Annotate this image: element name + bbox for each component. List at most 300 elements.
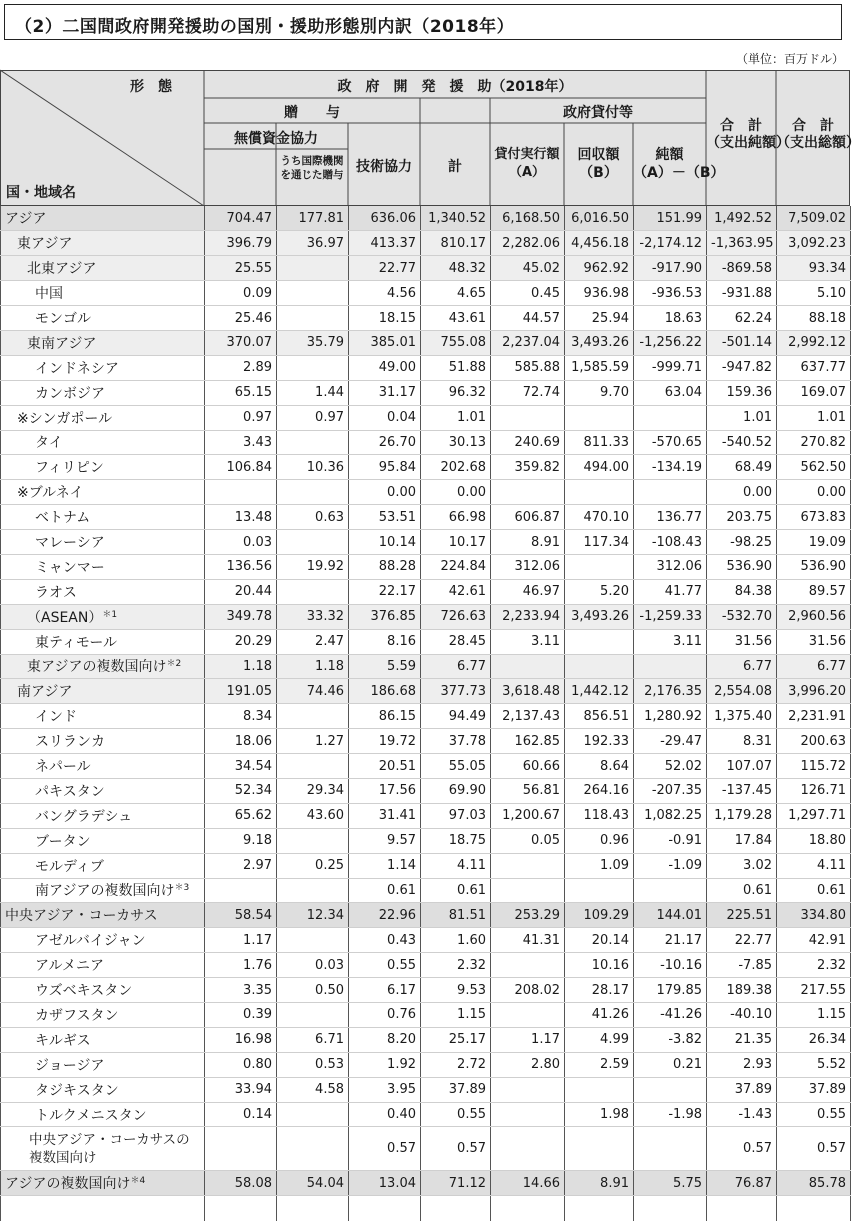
table-row xyxy=(1,1127,851,1171)
header-disbursed-line1: 貸付実行額 xyxy=(494,147,560,162)
row-label-text: インド xyxy=(35,709,77,726)
cell-total-net: 17.84 xyxy=(707,828,777,853)
cell-net: -29.47 xyxy=(634,729,707,754)
table-row xyxy=(1,281,851,306)
cell-disbursed xyxy=(491,953,565,978)
cell-total-net: 0.00 xyxy=(707,480,777,505)
cell-disbursed xyxy=(491,1003,565,1028)
row-label xyxy=(1,530,205,555)
cell-disbursed: 606.87 xyxy=(491,505,565,530)
table-row xyxy=(1,778,851,803)
cell-disbursed: 72.74 xyxy=(491,380,565,405)
cell-via-intl: 54.04 xyxy=(277,1171,349,1196)
header-total-gross xyxy=(776,118,860,152)
cell-total-net: -98.25 xyxy=(707,530,777,555)
cell-net: -1,259.33 xyxy=(634,604,707,629)
cell-total-net: 1,179.28 xyxy=(707,803,777,828)
cell-via-intl: 12.34 xyxy=(277,903,349,928)
cell-disbursed: 2,233.94 xyxy=(491,604,565,629)
row-label xyxy=(1,778,205,803)
cell-via-intl xyxy=(277,430,349,455)
cell-total-net: 225.51 xyxy=(707,903,777,928)
cell-recovered: 936.98 xyxy=(565,281,634,306)
header-kei: 計 xyxy=(448,159,462,175)
table-row xyxy=(1,803,851,828)
cell-disbursed: 2,237.04 xyxy=(491,330,565,355)
table-row xyxy=(1,729,851,754)
cell-via-intl: 0.63 xyxy=(277,505,349,530)
cell-total-net: 2.93 xyxy=(707,1052,777,1077)
table-row xyxy=(1,903,851,928)
cell-total-net: -137.45 xyxy=(707,778,777,803)
cell-grant-total: 6.77 xyxy=(421,654,491,679)
cell-net: 179.85 xyxy=(634,978,707,1003)
row-label-text: カンボジア xyxy=(35,385,105,402)
cell-net: -1.98 xyxy=(634,1102,707,1127)
cell-net: 52.02 xyxy=(634,754,707,779)
cell-tech: 0.00 xyxy=(349,480,421,505)
header-total-net-line2: （支出純額） xyxy=(706,135,790,151)
empty-row xyxy=(1,1196,851,1221)
cell-grant-total: 4.11 xyxy=(421,853,491,878)
cell-net: 41.77 xyxy=(634,579,707,604)
header-recovered-line1: 回収額 xyxy=(577,147,620,163)
cell-total-net: 31.56 xyxy=(707,629,777,654)
cell-via-intl xyxy=(277,704,349,729)
cell-grant-aid: 1.18 xyxy=(205,654,277,679)
cell-total-net: 22.77 xyxy=(707,928,777,953)
row-label xyxy=(1,928,205,953)
cell-total-gross: 1.15 xyxy=(777,1003,851,1028)
cell-recovered: 2.59 xyxy=(565,1052,634,1077)
cell-grant-total: 224.84 xyxy=(421,554,491,579)
header-via-intl-line2: を通じた贈与 xyxy=(280,169,344,181)
cell-tech: 10.14 xyxy=(349,530,421,555)
cell-grant-total: 81.51 xyxy=(421,903,491,928)
cell-via-intl: 29.34 xyxy=(277,778,349,803)
cell-grant-aid xyxy=(205,1127,277,1171)
cell-disbursed: 1,200.67 xyxy=(491,803,565,828)
header-via-intl-line1: うち国際機関 xyxy=(280,155,344,167)
cell-via-intl: 43.60 xyxy=(277,803,349,828)
header-grant-aid: 無償資金協力 xyxy=(234,131,318,147)
cell-grant-aid: 349.78 xyxy=(205,604,277,629)
title-box xyxy=(4,4,842,40)
table-row xyxy=(1,754,851,779)
table-row xyxy=(1,1077,851,1102)
empty-cell xyxy=(421,1196,491,1221)
row-label xyxy=(1,903,205,928)
cell-total-net: 189.38 xyxy=(707,978,777,1003)
cell-grant-aid: 191.05 xyxy=(205,679,277,704)
row-label xyxy=(1,1171,205,1196)
cell-disbursed: 1.17 xyxy=(491,1027,565,1052)
cell-total-gross: 85.78 xyxy=(777,1171,851,1196)
cell-grant-total: 377.73 xyxy=(421,679,491,704)
cell-tech: 6.17 xyxy=(349,978,421,1003)
cell-grant-aid: 370.07 xyxy=(205,330,277,355)
cell-total-gross: 1.01 xyxy=(777,405,851,430)
cell-total-net: 84.38 xyxy=(707,579,777,604)
cell-tech: 1.14 xyxy=(349,853,421,878)
cell-grant-aid xyxy=(205,480,277,505)
cell-total-gross: 6.77 xyxy=(777,654,851,679)
cell-net: -3.82 xyxy=(634,1027,707,1052)
cell-disbursed: 0.45 xyxy=(491,281,565,306)
cell-grant-total: 43.61 xyxy=(421,306,491,331)
cell-via-intl xyxy=(277,530,349,555)
empty-cell xyxy=(1,1196,205,1221)
row-label xyxy=(1,206,205,231)
header-zoyo: 贈 与 xyxy=(284,105,340,121)
row-label-text: スリランカ xyxy=(35,734,105,751)
row-label xyxy=(1,405,205,430)
cell-via-intl: 1.18 xyxy=(277,654,349,679)
row-label xyxy=(1,480,205,505)
table-row xyxy=(1,206,851,231)
cell-disbursed: 45.02 xyxy=(491,256,565,281)
empty-cell xyxy=(277,1196,349,1221)
cell-grant-aid: 0.14 xyxy=(205,1102,277,1127)
cell-total-gross: 3,996.20 xyxy=(777,679,851,704)
cell-tech: 19.72 xyxy=(349,729,421,754)
cell-recovered: 9.70 xyxy=(565,380,634,405)
cell-tech: 53.51 xyxy=(349,505,421,530)
cell-net: 0.21 xyxy=(634,1052,707,1077)
cell-total-net: 3.02 xyxy=(707,853,777,878)
row-label-text: バングラデシュ xyxy=(35,808,133,825)
cell-grant-aid: 58.54 xyxy=(205,903,277,928)
cell-via-intl xyxy=(277,878,349,903)
cell-recovered: 6,016.50 xyxy=(565,206,634,231)
row-label xyxy=(1,355,205,380)
cell-net: -207.35 xyxy=(634,778,707,803)
cell-via-intl xyxy=(277,256,349,281)
header-recovered-line2: （B） xyxy=(579,165,618,181)
cell-via-intl: 0.53 xyxy=(277,1052,349,1077)
cell-via-intl: 19.92 xyxy=(277,554,349,579)
cell-net xyxy=(634,1077,707,1102)
cell-grant-aid: 0.39 xyxy=(205,1003,277,1028)
row-label xyxy=(1,853,205,878)
row-label-text: アゼルバイジャン xyxy=(35,933,146,950)
row-label-text: （ASEAN） xyxy=(27,609,103,626)
cell-net: -41.26 xyxy=(634,1003,707,1028)
row-label xyxy=(1,978,205,1003)
table-row xyxy=(1,256,851,281)
cell-grant-total: 10.17 xyxy=(421,530,491,555)
cell-grant-total: 1.60 xyxy=(421,928,491,953)
cell-grant-total: 755.08 xyxy=(421,330,491,355)
cell-net: -134.19 xyxy=(634,455,707,480)
cell-tech: 0.61 xyxy=(349,878,421,903)
row-label-text: インドネシア xyxy=(35,360,119,377)
cell-net: 1,082.25 xyxy=(634,803,707,828)
cell-recovered: 25.94 xyxy=(565,306,634,331)
cell-recovered: 41.26 xyxy=(565,1003,634,1028)
cell-grant-total: 69.90 xyxy=(421,778,491,803)
cell-grant-aid: 0.03 xyxy=(205,530,277,555)
cell-grant-aid: 65.15 xyxy=(205,380,277,405)
table-row xyxy=(1,978,851,1003)
row-label xyxy=(1,629,205,654)
empty-cell xyxy=(707,1196,777,1221)
cell-total-gross: 93.34 xyxy=(777,256,851,281)
cell-net: -570.65 xyxy=(634,430,707,455)
cell-disbursed: 2,137.43 xyxy=(491,704,565,729)
cell-grant-total: 2.72 xyxy=(421,1052,491,1077)
cell-grant-total: 4.65 xyxy=(421,281,491,306)
row-label-text: マレーシア xyxy=(35,535,105,552)
cell-net: 3.11 xyxy=(634,629,707,654)
cell-tech: 31.17 xyxy=(349,380,421,405)
cell-recovered: 1,585.59 xyxy=(565,355,634,380)
cell-tech: 95.84 xyxy=(349,455,421,480)
cell-net: 18.63 xyxy=(634,306,707,331)
cell-grant-total: 97.03 xyxy=(421,803,491,828)
cell-grant-aid: 34.54 xyxy=(205,754,277,779)
cell-recovered: 3,493.26 xyxy=(565,330,634,355)
cell-grant-total: 9.53 xyxy=(421,978,491,1003)
cell-recovered: 1.09 xyxy=(565,853,634,878)
cell-tech: 376.85 xyxy=(349,604,421,629)
empty-cell xyxy=(565,1196,634,1221)
cell-total-net: -532.70 xyxy=(707,604,777,629)
cell-via-intl: 36.97 xyxy=(277,231,349,256)
cell-net: -1,256.22 xyxy=(634,330,707,355)
cell-via-intl: 10.36 xyxy=(277,455,349,480)
cell-tech: 0.04 xyxy=(349,405,421,430)
table-row xyxy=(1,953,851,978)
cell-grant-total: 48.32 xyxy=(421,256,491,281)
cell-grant-total: 66.98 xyxy=(421,505,491,530)
cell-disbursed xyxy=(491,1127,565,1171)
cell-grant-total: 55.05 xyxy=(421,754,491,779)
cell-total-net: 6.77 xyxy=(707,654,777,679)
cell-total-gross: 2,992.12 xyxy=(777,330,851,355)
cell-tech: 636.06 xyxy=(349,206,421,231)
header-region: 国・地域名 xyxy=(6,185,76,201)
cell-total-net: 0.57 xyxy=(707,1127,777,1171)
cell-disbursed xyxy=(491,405,565,430)
row-label xyxy=(1,679,205,704)
cell-via-intl xyxy=(277,480,349,505)
table-header xyxy=(0,70,860,206)
cell-recovered: 118.43 xyxy=(565,803,634,828)
cell-recovered: 8.91 xyxy=(565,1171,634,1196)
empty-cell xyxy=(491,1196,565,1221)
cell-total-gross: 334.80 xyxy=(777,903,851,928)
row-label-text: キルギス xyxy=(35,1032,91,1049)
cell-via-intl: 35.79 xyxy=(277,330,349,355)
table-row xyxy=(1,480,851,505)
cell-grant-aid: 16.98 xyxy=(205,1027,277,1052)
row-label xyxy=(1,1052,205,1077)
cell-total-net: -1,363.95 xyxy=(707,231,777,256)
header-net-line2: （A）－（B） xyxy=(633,165,725,181)
cell-grant-total: 1,340.52 xyxy=(421,206,491,231)
cell-total-gross: 42.91 xyxy=(777,928,851,953)
table-row xyxy=(1,654,851,679)
cell-disbursed: 56.81 xyxy=(491,778,565,803)
cell-grant-aid: 65.62 xyxy=(205,803,277,828)
cell-net: 21.17 xyxy=(634,928,707,953)
cell-total-gross: 5.52 xyxy=(777,1052,851,1077)
cell-total-net: 21.35 xyxy=(707,1027,777,1052)
cell-total-gross: 0.00 xyxy=(777,480,851,505)
table-row xyxy=(1,704,851,729)
row-label xyxy=(1,654,205,679)
table-row xyxy=(1,554,851,579)
cell-tech: 20.51 xyxy=(349,754,421,779)
row-label-text: 東アジア xyxy=(17,236,73,253)
cell-disbursed xyxy=(491,853,565,878)
cell-via-intl xyxy=(277,579,349,604)
cell-net: 151.99 xyxy=(634,206,707,231)
cell-via-intl: 6.71 xyxy=(277,1027,349,1052)
cell-grant-aid: 0.97 xyxy=(205,405,277,430)
cell-tech: 88.28 xyxy=(349,554,421,579)
cell-recovered: 962.92 xyxy=(565,256,634,281)
cell-net xyxy=(634,654,707,679)
cell-disbursed xyxy=(491,480,565,505)
cell-net: -999.71 xyxy=(634,355,707,380)
header-loans: 政府貸付等 xyxy=(563,105,633,121)
row-label xyxy=(1,231,205,256)
row-label-text: ブータン xyxy=(35,833,91,850)
cell-total-gross: 7,509.02 xyxy=(777,206,851,231)
cell-recovered: 1,442.12 xyxy=(565,679,634,704)
cell-disbursed xyxy=(491,1102,565,1127)
cell-total-net: 1,492.52 xyxy=(707,206,777,231)
cell-via-intl xyxy=(277,1102,349,1127)
header-disbursed xyxy=(490,146,564,182)
cell-disbursed: 240.69 xyxy=(491,430,565,455)
cell-via-intl xyxy=(277,281,349,306)
table-row xyxy=(1,231,851,256)
row-label-text: アジアの複数国向け xyxy=(5,1176,131,1193)
cell-total-net: 159.36 xyxy=(707,380,777,405)
cell-disbursed xyxy=(491,654,565,679)
cell-disbursed: 8.91 xyxy=(491,530,565,555)
cell-total-net: 0.61 xyxy=(707,878,777,903)
row-label-text: タジキスタン xyxy=(35,1082,119,1099)
header-net xyxy=(633,146,725,182)
cell-tech: 9.57 xyxy=(349,828,421,853)
cell-total-gross: 2,231.91 xyxy=(777,704,851,729)
header-total-gross-line2: （支出総額） xyxy=(776,135,860,151)
cell-recovered: 856.51 xyxy=(565,704,634,729)
row-label xyxy=(1,1027,205,1052)
cell-total-gross: 5.10 xyxy=(777,281,851,306)
table-row xyxy=(1,380,851,405)
cell-grant-aid: 1.17 xyxy=(205,928,277,953)
cell-grant-total: 202.68 xyxy=(421,455,491,480)
cell-total-gross: 673.83 xyxy=(777,505,851,530)
cell-recovered: 28.17 xyxy=(565,978,634,1003)
cell-tech: 186.68 xyxy=(349,679,421,704)
cell-recovered: 3,493.26 xyxy=(565,604,634,629)
cell-tech: 26.70 xyxy=(349,430,421,455)
cell-total-gross: 217.55 xyxy=(777,978,851,1003)
cell-via-intl: 4.58 xyxy=(277,1077,349,1102)
cell-total-net: -7.85 xyxy=(707,953,777,978)
row-label xyxy=(1,281,205,306)
row-label-text: パキスタン xyxy=(35,783,105,800)
header-oda: 政 府 開 発 援 助（2018年） xyxy=(337,79,573,95)
cell-via-intl xyxy=(277,355,349,380)
cell-grant-aid: 2.97 xyxy=(205,853,277,878)
table-row xyxy=(1,828,851,853)
cell-tech: 18.15 xyxy=(349,306,421,331)
table-row xyxy=(1,1102,851,1127)
table-row xyxy=(1,1171,851,1196)
row-label-text: モルディブ xyxy=(35,858,104,875)
cell-grant-total: 1.15 xyxy=(421,1003,491,1028)
cell-via-intl xyxy=(277,828,349,853)
cell-tech: 1.92 xyxy=(349,1052,421,1077)
footnote-mark: ＊3 xyxy=(174,883,190,894)
cell-total-gross: 18.80 xyxy=(777,828,851,853)
cell-net: -1.09 xyxy=(634,853,707,878)
cell-tech: 0.40 xyxy=(349,1102,421,1127)
cell-total-gross: 37.89 xyxy=(777,1077,851,1102)
footnote-mark: ＊1 xyxy=(102,609,118,620)
cell-disbursed: 6,168.50 xyxy=(491,206,565,231)
table-row xyxy=(1,679,851,704)
row-label-text: カザフスタン xyxy=(35,1007,119,1024)
cell-disbursed xyxy=(491,878,565,903)
row-label xyxy=(1,330,205,355)
cell-total-net: 68.49 xyxy=(707,455,777,480)
header-via-intl xyxy=(276,154,348,182)
row-label xyxy=(1,455,205,480)
cell-grant-aid: 13.48 xyxy=(205,505,277,530)
cell-total-gross: 3,092.23 xyxy=(777,231,851,256)
cell-via-intl: 0.97 xyxy=(277,405,349,430)
cell-grant-total: 37.89 xyxy=(421,1077,491,1102)
cell-grant-aid: 18.06 xyxy=(205,729,277,754)
row-label-text: 南アジアの複数国向け xyxy=(35,883,175,900)
row-label-text: 東南アジア xyxy=(27,335,97,352)
row-label xyxy=(1,1102,205,1127)
row-label-text: 東アジアの複数国向け xyxy=(27,659,167,676)
cell-tech: 13.04 xyxy=(349,1171,421,1196)
cell-recovered xyxy=(565,480,634,505)
cell-tech: 413.37 xyxy=(349,231,421,256)
cell-total-gross: 2,960.56 xyxy=(777,604,851,629)
cell-grant-total: 28.45 xyxy=(421,629,491,654)
row-label-text: 中央アジア・コーカサスの複数国向け xyxy=(29,1131,190,1166)
cell-total-gross: 200.63 xyxy=(777,729,851,754)
cell-recovered: 811.33 xyxy=(565,430,634,455)
cell-tech: 4.56 xyxy=(349,281,421,306)
cell-recovered xyxy=(565,654,634,679)
row-label xyxy=(1,430,205,455)
row-label-text: ベトナム xyxy=(35,510,91,527)
cell-recovered: 5.20 xyxy=(565,579,634,604)
cell-total-net: 8.31 xyxy=(707,729,777,754)
cell-grant-aid: 0.09 xyxy=(205,281,277,306)
row-label xyxy=(1,579,205,604)
cell-disbursed: 0.05 xyxy=(491,828,565,853)
cell-tech: 22.96 xyxy=(349,903,421,928)
cell-grant-total: 37.78 xyxy=(421,729,491,754)
row-label-text: 北東アジア xyxy=(27,261,97,278)
row-label-text: モンゴル xyxy=(35,311,91,327)
table-row xyxy=(1,1027,851,1052)
cell-total-net: 76.87 xyxy=(707,1171,777,1196)
